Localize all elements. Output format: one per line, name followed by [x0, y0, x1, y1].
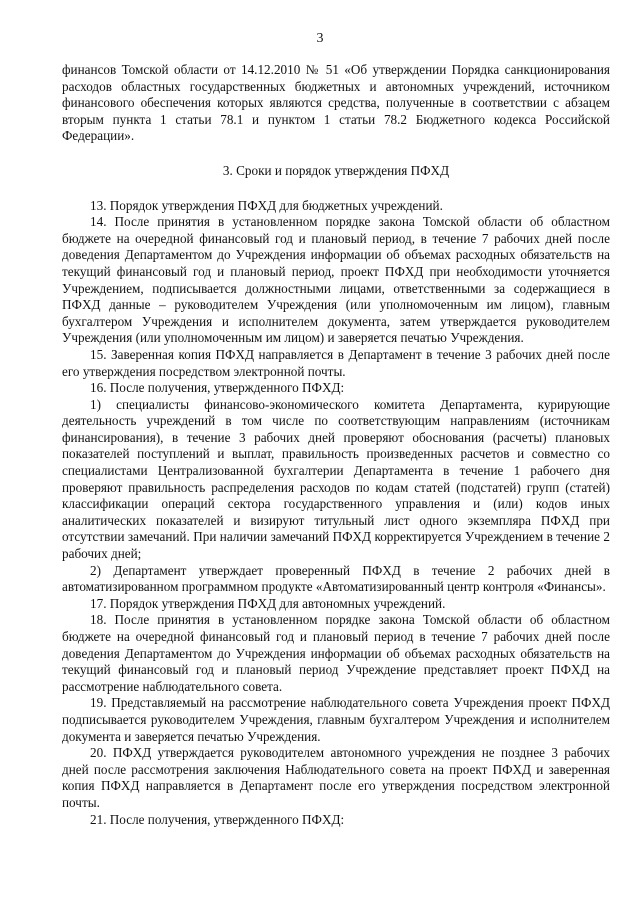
paragraph-13: 13. Порядок утверждения ПФХД для бюджетных учреждений.	[90, 197, 443, 213]
paragraph-21: 21. После получения, утвержденного ПФХД:	[90, 811, 345, 827]
intro-paragraph: финансов Томской области от 14.12.2010 № 51 «Об утверждении Порядка санкционирования расходов областных государственных бюджетных и автономных учреждений, источником финансового обеспечения которых являются средства, полученные в соответствии с абзацем вторым пункта 1 статьи 78.1 и пунктом 1 статьи 78.2 Бюджетного кодекса Российской Федерации».	[62, 62, 610, 144]
paragraph-18: 18. После принятия в установленном порядке закона Томской области об областном бюджете на очередной финансовый год и плановый период в течение 7 рабочих дней после доведения Департаментом до Учреждения информации об объемах расходных обязательств на текущий финансовый год и плановый период Учреждение представляет проект ПФХД на рассмотрение наблюдательного совета.	[62, 612, 610, 694]
paragraph-20: 20. ПФХД утверждается руководителем автономного учреждения не позднее 3 рабочих дней после рассмотрения заключения Наблюдательного совета на проект ПФХД и заверенная копия ПФХД направляется в Департамент после его утверждения посредством электронной почты.	[62, 745, 610, 810]
paragraph-15: 15. Заверенная копия ПФХД направляется в Департамент в течение 3 рабочих дней после его утверждения посредством электронной почты.	[62, 346, 610, 379]
paragraph-16-item-2: 2) Департамент утверждает проверенный ПФХД в течение 2 рабочих дней в автоматизированном программном продукте «Автоматизированный центр контроля «Финансы».	[62, 562, 610, 595]
section-heading: 3. Сроки и порядок утверждения ПФХД	[222, 162, 450, 178]
page-number: 3	[316, 31, 324, 46]
document-body	[62, 62, 610, 828]
paragraph-16-item-1: 1) специалисты финансово-экономического комитета Департамента, курирующие деятельность учреждений в том числе по соответствующим направлениям (источникам финансирования), в течение 3 рабочих дней проверяют обоснования (расчеты) плановых показателей поступлений и выплат, правильность произведенных расчетов и совместно со специалистами Централизованной бухгалтерии Департамента в течение 1 рабочего дня проверяют правильность распределения расходов по кодам статей (подстатей) групп (статей) классификации операций сектора государственного управления и (или) кодов иных аналитических показателей и визируют титульный лист одного экземпляра ПФХД при отсутствии замечаний. При наличии замечаний ПФХД корректируется Учреждением в течение 2 рабочих дней;	[62, 396, 610, 562]
paragraph-14: 14. После принятия в установленном порядке закона Томской области об областном бюджете на очередной финансовый год и плановый период, в течение 7 рабочих дней после доведения Департаментом до Учреждения информации об объемах расходных обязательств на текущий финансовый год и плановый период, проект ПФХД при необходимости уточняется Учреждением, подписывается должностными лицами, ответственными за содержащиеся в ПФХД данные – руководителем Учреждения (или уполномоченным им лицом), главным бухгалтером Учреждения и исполнителем документа, затем утверждается руководителем Учреждения (или уполномоченным им лицом) и заверяется печатью Учреждения.	[62, 214, 610, 346]
paragraph-16: 16. После получения, утвержденного ПФХД:	[90, 380, 345, 396]
paragraph-17: 17. Порядок утверждения ПФХД для автономных учреждений.	[90, 595, 446, 611]
paragraph-19: 19. Представляемый на рассмотрение наблюдательного совета Учреждения проект ПФХД подписывается руководителем Учреждения, главным бухгалтером Учреждения и исполнителем документа и заверяется печатью Учреждения.	[62, 695, 610, 744]
